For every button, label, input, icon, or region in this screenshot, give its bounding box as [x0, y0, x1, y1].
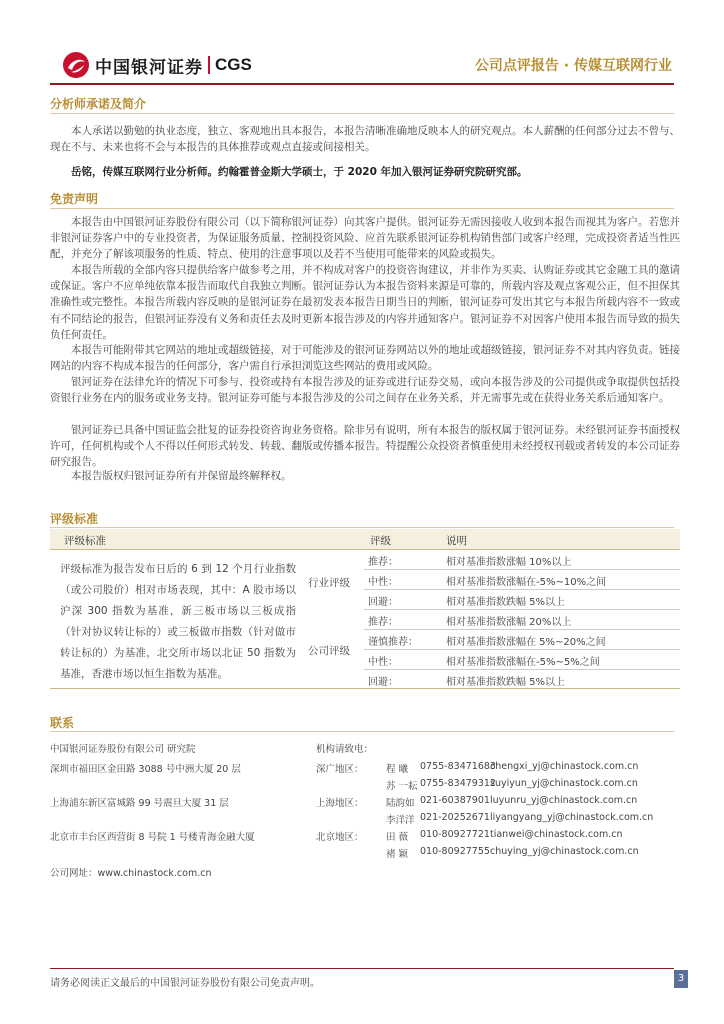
section-divider	[50, 731, 674, 732]
address-shanghai: 上海浦东新区富城路 99 号震旦大厦 31 层	[50, 798, 229, 809]
section-divider	[50, 527, 674, 528]
rating-row	[364, 670, 680, 689]
disclaimer-paragraph: 本报告由中国银河证券股份有限公司（以下简称银河证券）向其客户提供。银河证券无需因接收人收到本报告而视其为客户。若您并非银河证券客户中的专业投资者，为保证服务质量、控制投资风险、应首先联系银河证券机构销售部门或客户经理，完成投资者适当性匹配，并充分了解该项服务的性质、特点、使用的注意事项以及若不当使用可能带来的风险或损失。	[50, 216, 680, 261]
rating-name: 回避：	[368, 677, 398, 688]
contact-phone: 021-60387901	[420, 795, 490, 806]
contact-email[interactable]: chuying_yj@chinastock.com.cn	[490, 846, 639, 857]
rating-name: 谨慎推荐：	[368, 637, 418, 648]
logo-chinese-text: 中国银河证券	[95, 57, 203, 78]
contact-person: 程 曦	[386, 764, 409, 775]
header-divider	[50, 83, 674, 85]
contact-person: 李洋洋	[386, 815, 415, 826]
address-beijing: 北京市丰台区西营街 8 号院 1 号楼青海金融大厦	[50, 832, 255, 843]
company-website[interactable]: 公司网址：www.chinastock.com.cn	[50, 868, 212, 879]
contact-email[interactable]: tianwei@chinastock.com.cn	[490, 829, 623, 840]
contact-phone: 021-20252671	[420, 812, 490, 823]
rating-row	[364, 570, 680, 590]
contact-phone: 010-80927755	[420, 846, 490, 857]
report-type: 公司点评报告 · 传媒互联网行业	[474, 58, 672, 74]
contact-city: 上海地区：	[316, 798, 364, 809]
rating-section-title: 评级标准	[50, 512, 99, 526]
contact-city: 北京地区：	[316, 832, 364, 843]
institution-contact-label: 机构请致电：	[316, 744, 374, 755]
rating-name: 中性：	[368, 577, 398, 588]
contact-email[interactable]: luyunru_yj@chinastock.com.cn	[490, 795, 638, 806]
cgs-logo-icon	[62, 51, 90, 79]
industry-rating-label: 行业评级	[308, 577, 350, 589]
rating-desc: 相对基准指数涨幅在 5%~20%之间	[446, 637, 606, 648]
rating-row	[364, 630, 680, 650]
header-rating: 评级	[370, 535, 391, 547]
disclaimer-paragraph: 银河证券在法律允许的情况下可参与、投资或持有本报告涉及的证券或进行证券交易，或向本报告涉及的公司提供或争取提供包括投资银行业务在内的服务或业务支持。银河证券可能与本报告涉及的公司之间存在业务关系，并无需事先或在获得业务关系后通知客户。	[50, 376, 680, 405]
disclaimer-paragraph: 本报告版权归银河证券所有并保留最终解释权。	[71, 470, 292, 482]
analyst-commitment: 本人承诺以勤勉的执业态度，独立、客观地出具本报告，本报告清晰准确地反映本人的研究观点。本人薪酬的任何部分过去不曾与、现在不与、未来也将不会与本报告的具体推荐或观点直接或间接相关。	[50, 125, 680, 154]
disclaimer-section-title: 免责声明	[50, 192, 99, 206]
contact-phone: 0755-83471683	[420, 761, 496, 772]
contact-person: 陆韵如	[386, 798, 415, 809]
rating-standard-description: 评级标准为报告发布日后的 6 到 12 个月行业指数（或公司股价）相对市场表现，其中：A 股市场以沪深 300 指数为基准，新三板市场以三板成指（针对协议转让标的）或三板做市指数（针对做市转让标的）为基准，北交所市场以北证 50 指数为基准，香港市场以恒生指数为基准。	[60, 563, 296, 680]
rating-desc: 相对基准指数涨幅在-5%~10%之间	[446, 577, 607, 588]
rating-row	[364, 650, 680, 670]
disclaimer-paragraph: 本报告可能附带其它网站的地址或超级链接，对于可能涉及的银河证券网站以外的地址或超级链接，银河证券不对其内容负责。链接网站的内容不构成本报告的任何部分，客户需自行承担浏览这些网站的费用或风险。	[50, 344, 680, 373]
contact-email[interactable]: suyiyun_yj@chinastock.com.cn	[490, 778, 638, 789]
address-shenzhen: 深圳市福田区金田路 3088 号中洲大厦 20 层	[50, 764, 241, 775]
rating-desc: 相对基准指数跌幅 5%以上	[446, 597, 566, 608]
contact-city: 深广地区：	[316, 764, 364, 775]
header-description: 说明	[446, 535, 467, 547]
contact-person: 田 薇	[386, 832, 409, 843]
page-header	[0, 0, 724, 92]
contact-person: 褚 颖	[386, 849, 409, 860]
rating-row	[364, 610, 680, 630]
disclaimer-paragraph: 本报告所载的全部内容只提供给客户做参考之用，并不构成对客户的投资咨询建议，并非作为买卖、认购证券或其它金融工具的邀请或保证。客户不应单纯依靠本报告而取代自我独立判断。银河证券认为本报告资料来源是可靠的，所载内容及观点客观公正，但不担保其准确性或完整性。本报告所载内容反映的是银河证券在最初发表本报告日期当日的判断，银河证券可发出其它与本报告所载内容不一致或有不同结论的报告，但银河证券没有义务和责任去及时更新本报告涉及的内容并通知客户。银河证券不对因客户使用本报告而导致的损失负任何责任。	[50, 264, 680, 341]
company-rating-label: 公司评级	[308, 645, 350, 657]
logo-separator	[208, 56, 210, 74]
contact-phone: 010-80927721	[420, 829, 490, 840]
contact-phone: 0755-83479312	[420, 778, 496, 789]
footer-disclaimer-note: 请务必阅读正文最后的中国银河证券股份有限公司免责声明。	[50, 978, 320, 989]
contact-person: 苏 一耘	[386, 781, 418, 792]
research-institute-name: 中国银河证券股份有限公司 研究院	[50, 744, 196, 755]
rating-desc: 相对基准指数涨幅 10%以上	[446, 557, 572, 568]
rating-name: 推荐：	[368, 617, 398, 628]
rating-name: 中性：	[368, 657, 398, 668]
section-divider	[50, 208, 674, 209]
header-rating-standard: 评级标准	[64, 535, 106, 547]
analyst-section-title: 分析师承诺及简介	[50, 97, 147, 111]
footer-divider	[50, 968, 674, 969]
rating-table-bottom-rule	[50, 688, 680, 689]
rating-name: 回避：	[368, 597, 398, 608]
rating-desc: 相对基准指数涨幅 20%以上	[446, 617, 572, 628]
rating-name: 推荐：	[368, 557, 398, 568]
rating-table	[50, 529, 680, 689]
company-logo	[62, 50, 252, 80]
rating-desc: 相对基准指数跌幅 5%以上	[446, 677, 566, 688]
rating-desc: 相对基准指数涨幅在-5%~5%之间	[446, 657, 600, 668]
disclaimer-paragraph: 银河证券已具备中国证监会批复的证券投资咨询业务资格。除非另有说明，所有本报告的版权属于银河证券。未经银河证券书面授权许可，任何机构或个人不得以任何形式转发、转载、翻版或传播本报告。特提醒公众投资者慎重使用未经授权刊载或者转发的本公司证券研究报告。	[50, 424, 680, 469]
rating-row	[364, 550, 680, 570]
logo-english-text: CGS	[215, 55, 252, 74]
contact-email[interactable]: liyangyang_yj@chinastock.com.cn	[490, 812, 654, 823]
contact-section-title: 联系	[50, 716, 75, 730]
analyst-profile: 岳铭，传媒互联网行业分析师。约翰霍普金斯大学硕士，于 2020 年加入银河证券研究院研究部。	[71, 166, 528, 178]
page-number: 3	[674, 970, 688, 988]
rating-row	[364, 590, 680, 610]
contact-email[interactable]: chengxi_yj@chinastock.com.cn	[490, 761, 639, 772]
section-divider	[50, 113, 674, 114]
rating-table-header	[50, 529, 680, 550]
